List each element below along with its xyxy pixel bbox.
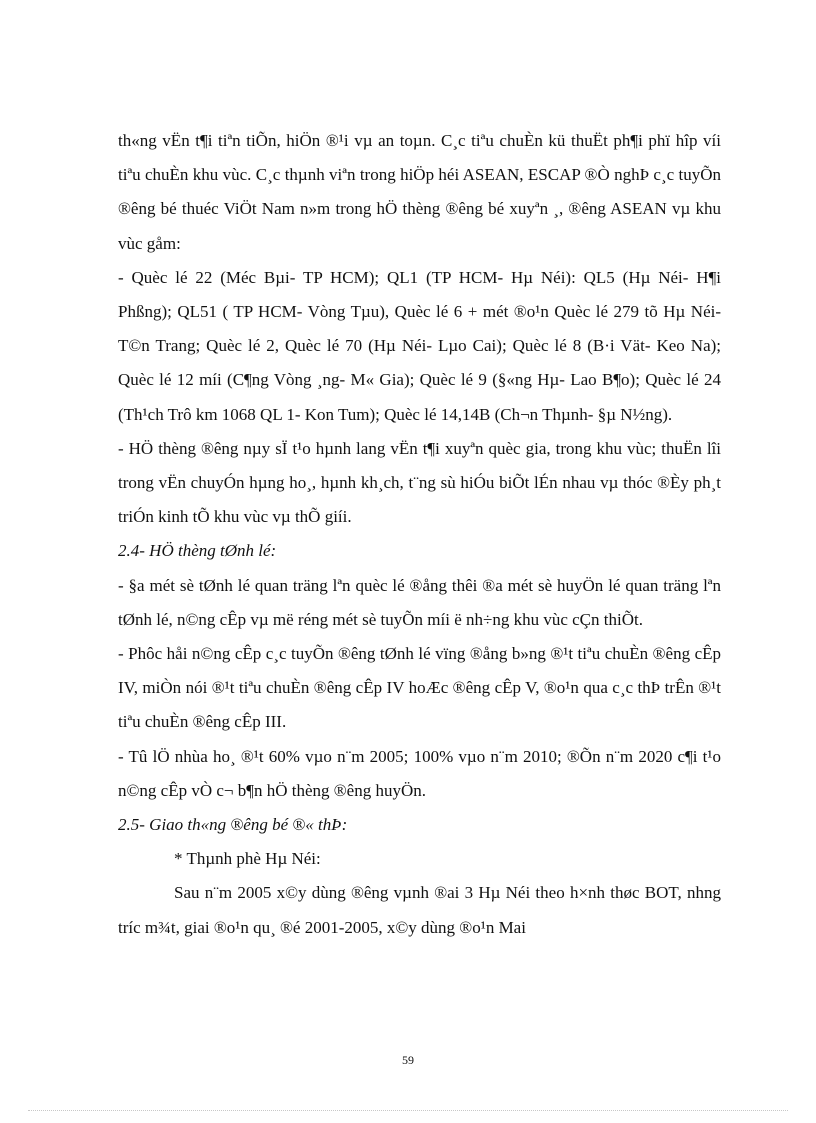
paragraph-3: - HÖ thèng ®êng nµy sÏ t¹o hµnh lang vËn t¶i xuyªn quèc gia, trong khu vùc; thuËn lîi trong vËn chuyÓn hµng ho¸, hµnh kh¸ch, t¨ng sù hiÓu biÕt lÉn nhau vµ thóc ®Èy ph¸t triÓn kinh tÕ khu vùc vµ thÕ giíi. bbox=[118, 438, 721, 527]
paragraph-8: Sau n¨m 2005 x©y dùng ®êng vµnh ®ai 3 Hµ Néi theo h×nh thøc BOT, nhng tríc m¾t, giai ®o¹n qu¸ ®é 2001-2005, x©y dùng ®o¹n Mai bbox=[118, 883, 721, 937]
section-heading-2-4: 2.4- HÖ thèng tØnh lé: bbox=[118, 541, 277, 561]
paragraph-6: - Tû lÖ nhùa ho¸ ®¹t 60% vµo n¨m 2005; 100% vµo n¨m 2010; ®Õn n¨m 2020 c¶i t¹o n©ng cÊp vÒ c¬ b¶n hÖ thèng ®êng huyÖn. bbox=[118, 746, 721, 800]
section-heading-2-5: 2.5- Giao th«ng ®êng bé ®« thÞ: bbox=[118, 815, 348, 835]
page-bottom-divider bbox=[28, 1110, 788, 1111]
paragraph-5: - Phôc håi n©ng cÊp c¸c tuyÕn ®êng tØnh lé vïng ®ång b»ng ®¹t tiªu chuÈn ®êng cÊp IV, miÒn nói ®¹t tiªu chuÈn ®êng cÊp IV hoÆc ®êng cÊp V, ®o¹n qua c¸c thÞ trÊn ®¹t tiªu chuÈn ®êng cÊp III. bbox=[118, 644, 721, 732]
page-number: 59 bbox=[402, 1053, 414, 1067]
document-body bbox=[118, 124, 721, 945]
paragraph-7: * Thµnh phè Hµ Néi: bbox=[174, 849, 321, 869]
paragraph-4: - §a mét sè tØnh lé quan träng lªn quèc lé ®ång thêi ®a mét sè huyÖn lé quan träng lªn tØnh lé, n©ng cÊp vµ më réng mét sè tuyÕn míi ë nh÷ng khu vùc cÇn thiÕt. bbox=[118, 575, 721, 629]
paragraph-2: - Quèc lé 22 (Méc Bµi- TP HCM); QL1 (TP HCM- Hµ Néi): QL5 (Hµ Néi- H¶i Phßng); QL51 ( TP HCM- Vòng Tµu), Quèc lé 6 + mét ®o¹n Quèc lé 279 tõ Hµ Néi- T©n Trang; Quèc lé 2, Quèc lé 70 (Hµ Néi- Lµo Cai); Quèc lé 8 (B·i Vät- Keo Na); Quèc lé 12 míi (C¶ng Vòng ¸ng- M« Gia); Quèc lé 9 (§«ng Hµ- Lao B¶o); Quèc lé 24 (Th¹ch Trô km 1068 QL 1- Kon Tum); Quèc lé 14,14B (Ch¬n Thµnh- §µ N½ng). bbox=[118, 267, 721, 424]
paragraph-1: th«ng vËn t¶i tiªn tiÕn, hiÖn ®¹i vµ an toµn. C¸c tiªu chuÈn kü thuËt ph¶i phï hîp víi tiªu chuÈn khu vùc. C¸c thµnh viªn trong hiÖp héi ASEAN, ESCAP ®Ò nghÞ c¸c tuyÕn ®êng bé thuéc ViÖt Nam n»m trong hÖ thèng ®êng bé xuyªn ¸, ®êng ASEAN vµ khu vùc gåm: bbox=[118, 131, 721, 253]
